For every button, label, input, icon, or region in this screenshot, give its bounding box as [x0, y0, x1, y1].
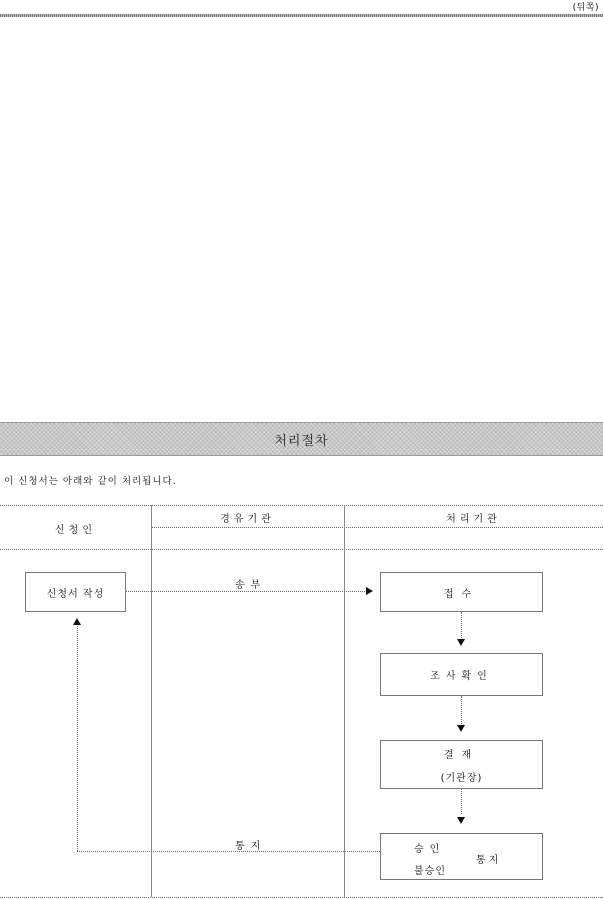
- column-intermediary: 경유기관: [220, 514, 275, 525]
- down-arrow-icon: [457, 817, 465, 824]
- column-processing: 처리기관: [446, 514, 501, 525]
- flow-line-2: [461, 696, 462, 724]
- notify-up-line: [77, 626, 78, 851]
- down-arrow-icon: [457, 725, 465, 732]
- notify-return-line: [77, 851, 380, 852]
- approval-box: [380, 740, 543, 789]
- intro-text: 이 신청서는 아래와 같이 처리됩니다.: [4, 476, 177, 487]
- header-bottom-rule: [0, 549, 603, 550]
- approve-label: 승인: [414, 844, 446, 855]
- send-arrow-line: [126, 591, 365, 592]
- top-divider: [0, 14, 603, 17]
- send-arrowhead-icon: [366, 587, 373, 595]
- receipt-box: 접수: [380, 572, 543, 612]
- approval-subtitle: (기관장): [440, 772, 483, 784]
- approval-title: 결재: [443, 749, 480, 761]
- column-divider-2: [344, 505, 345, 897]
- flow-line-1: [461, 612, 462, 638]
- write-application-box: 신청서 작성: [25, 572, 126, 612]
- up-arrowhead-icon: [73, 618, 81, 625]
- column-divider-1: [151, 505, 152, 897]
- table-top-rule: [0, 505, 603, 506]
- flow-line-3: [461, 789, 462, 814]
- down-arrow-icon: [457, 639, 465, 646]
- column-applicant: 신청인: [55, 525, 96, 536]
- review-box: 조사확인: [380, 653, 543, 696]
- section-title: 처리절차: [0, 422, 603, 456]
- decision-box: [380, 833, 543, 880]
- notify-label: 통지: [235, 841, 267, 852]
- notify-inbox-label: 통지: [476, 855, 502, 866]
- table-bottom-rule: [0, 897, 603, 898]
- header-sub-rule: [151, 527, 603, 528]
- send-label: 송부: [235, 580, 267, 591]
- back-side-label: (뒤쪽): [572, 3, 599, 13]
- reject-label: 불승인: [414, 866, 446, 877]
